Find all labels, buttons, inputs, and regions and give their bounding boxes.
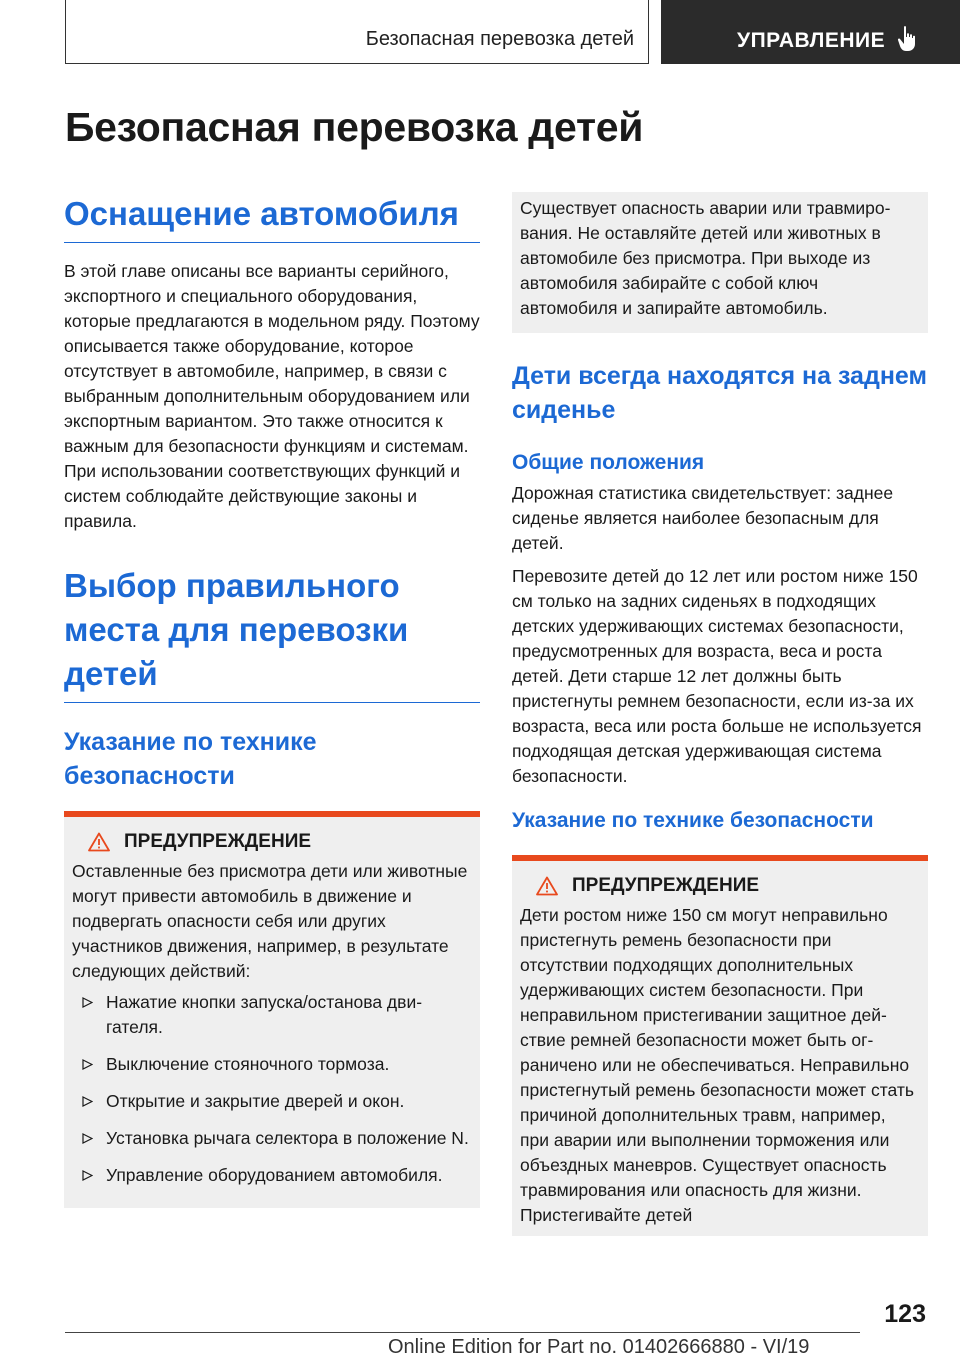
- triangle-bullet-icon: [82, 1170, 93, 1181]
- warning-text: Дети ростом ниже 150 см могут неправильно пристегнуть ремень безопасности при отсутствии подходящих дополнительных удерживающих систем безопасности. При неправильном пристегивании защитное действие ремней безопасности может быть ограничено или не обеспечиваться. Неправильно пристегнутый ремень безопасности может стать причиной дополнительных травм, например, при аварии или выполнении торможения или объездных маневров. Существует опасность травмирования или опасность для жизни. Пристегивайте детей: [520, 905, 915, 1225]
- section-tab: [661, 0, 960, 64]
- footer-edition: Online Edition for Part no. 01402666880 - VI/19: [388, 1336, 810, 1358]
- page-title: Безопасная перевозка детей: [65, 104, 644, 150]
- right-column: [512, 192, 928, 1236]
- rear-seat-heading: Дети всегда находятся на заднем сиденье: [512, 362, 928, 424]
- list-item: Выключение стояночного тормоза.: [72, 1052, 470, 1077]
- running-title: Безопасная перевозка детей: [365, 28, 634, 50]
- warning-box: [64, 817, 480, 1208]
- warning-header: [520, 875, 918, 897]
- warning-header: [72, 831, 470, 853]
- general-paragraph-1: Дорожная статистика свидетельствует: заднее сиденье является наиболее безопасным для детей.: [512, 483, 894, 553]
- warning-list: [72, 990, 470, 1188]
- safety-heading-right: Указание по технике безопасности: [512, 809, 874, 832]
- list-item: Управление оборудованием автомобиля.: [72, 1163, 470, 1188]
- continued-text: Существует опасность аварии или травмирования. Не оставляйте детей или животных в автомобиле без присмотра. При выходе из автомобиля забирайте с собой ключ автомобиля и запирайте автомобиль.: [520, 198, 891, 318]
- warning-title: ПРЕДУПРЕЖДЕНИЕ: [124, 831, 312, 852]
- left-column: [64, 192, 480, 1208]
- equipment-heading: Оснащение автомобиля: [64, 192, 480, 243]
- running-header: [65, 0, 649, 64]
- list-item: Открытие и закрытие дверей и окон.: [72, 1089, 470, 1114]
- warning-title: ПРЕДУПРЕЖДЕНИЕ: [572, 875, 760, 896]
- warning-triangle-icon: [88, 832, 110, 852]
- place-heading: Выбор правильного места для перевозки детей: [64, 564, 480, 703]
- triangle-bullet-icon: [82, 1133, 93, 1144]
- footer-divider: [65, 1332, 860, 1333]
- triangle-bullet-icon: [82, 997, 93, 1008]
- hand-pointer-icon: [896, 25, 920, 53]
- warning-box-right: [512, 861, 928, 1236]
- equipment-text: В этой главе описаны все варианты серийного, экспортного и специального оборудования, которые предлагаются в модельном ряду. Поэтому описывается также оборудование, которое отсутствует в автомобиле, например, в связи с выбранным дополнительным оборудованием или экспортным вариантом. Это также относится к важным для безопасности функциям и системам. При использовании соответствующих функций и систем соблюдайте действующие законы и правила.: [64, 261, 480, 531]
- list-item: Нажатие кнопки запуска/останова двигателя.: [72, 990, 470, 1040]
- general-heading: Общие положения: [512, 451, 705, 474]
- triangle-bullet-icon: [82, 1096, 93, 1107]
- warning-triangle-icon: [536, 876, 558, 896]
- safety-heading-left: Указание по технике безопасности: [64, 728, 317, 790]
- warning-text: Оставленные без присмотра дети или животные могут привести автомобиль в движение и подвергать опасности себя или других участников движения, например, в результате следующих действий:: [72, 861, 468, 981]
- list-item: Установка рычага селектора в положение N.: [72, 1126, 470, 1151]
- triangle-bullet-icon: [82, 1059, 93, 1070]
- general-paragraph-2: Перевозите детей до 12 лет или ростом ниже 150 см только на задних сиденьях в подходящих детских удерживающих системах безопасности, предусмотренных для возраста, веса и роста детей. Дети старше 12 лет должны быть пристегнуты ремнем безопасности, если из-за их возраста, веса или роста больше не используется подходящая детская удерживающая система безопасности.: [512, 566, 922, 786]
- page-number: 123: [884, 1300, 926, 1328]
- continued-warning-box: [512, 192, 928, 333]
- section-label: УПРАВЛЕНИЕ: [737, 29, 886, 52]
